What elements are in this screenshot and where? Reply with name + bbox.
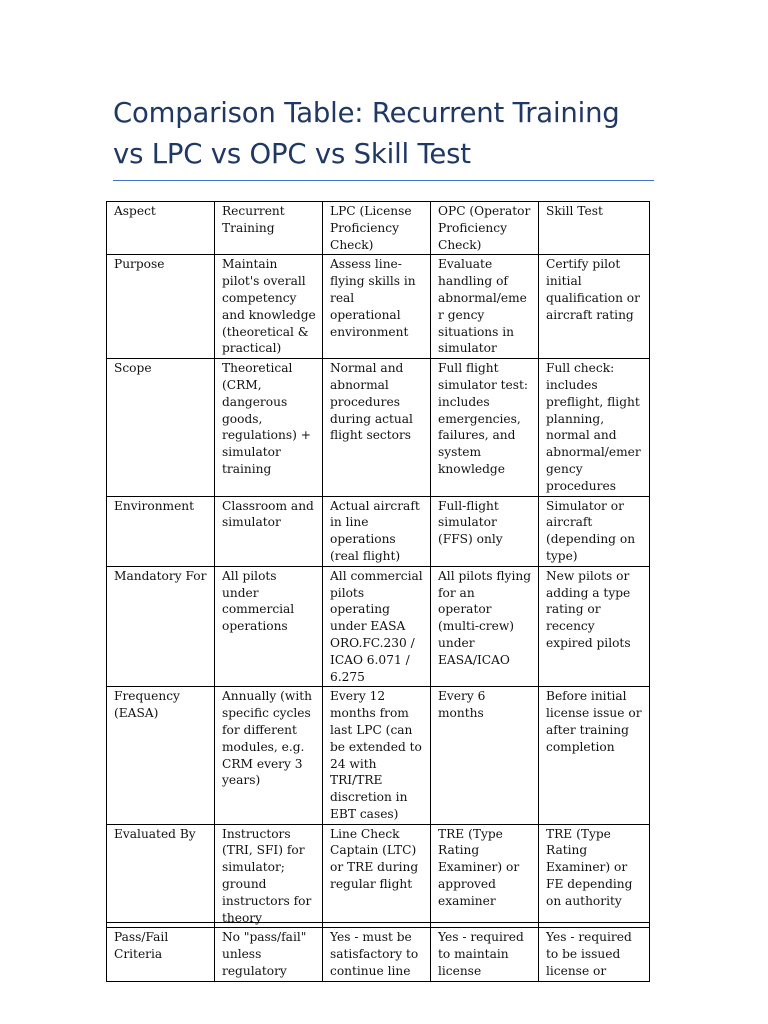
table-cell: Evaluate handling of abnormal/emer gency situations in simulator [431,255,539,359]
table-cell: Actual aircraft in line operations (real flight) [323,496,431,566]
page-title: Comparison Table: Recurrent Training vs LPC vs OPC vs Skill Test [113,97,620,170]
table-cell: Before initial license issue or after training completion [539,687,650,824]
table-cell: Scope [107,359,215,496]
table-cell: Normal and abnormal procedures during actual flight sectors [323,359,431,496]
table-row [107,255,650,359]
table-cell: Pass/Fail Criteria [107,928,215,981]
table-cell: All commercial pilots operating under EASA ORO.FC.230 / ICAO 6.071 / 6.275 [323,566,431,687]
table-cell: Annually (with specific cycles for different modules, e.g. CRM every 3 years) [215,687,323,824]
table-cell: Simulator or aircraft (depending on type) [539,496,650,566]
table-cell: Assess line-flying skills in real operational environment [323,255,431,359]
table-row [107,928,650,981]
table-row [107,566,650,687]
table-cell: Frequency (EASA) [107,687,215,824]
header-cell-recurrent-training: Recurrent Training [215,202,323,255]
table-cell: Full check: includes preflight, flight planning, normal and abnormal/emer gency procedures [539,359,650,496]
table-cell: TRE (Type Rating Examiner) or FE depending on authority [539,824,650,928]
table-row [107,496,650,566]
title-underline [113,180,654,181]
header-cell-skill-test: Skill Test [539,202,650,255]
comparison-table [106,201,650,982]
table-cell: Yes - required to be issued license or [539,928,650,981]
table-cell: Theoretical (CRM, dangerous goods, regulations) + simulator training [215,359,323,496]
table-cell: Purpose [107,255,215,359]
table-cell: New pilots or adding a type rating or recency expired pilots [539,566,650,687]
table-cell: Maintain pilot's overall competency and knowledge (theoretical & practical) [215,255,323,359]
table-cell: TRE (Type Rating Examiner) or approved examiner [431,824,539,928]
table-cell: Line Check Captain (LTC) or TRE during regular flight [323,824,431,928]
table-cell: All pilots flying for an operator (multi-crew) under EASA/ICAO [431,566,539,687]
header-cell-aspect: Aspect [107,202,215,255]
table-cell: Certify pilot initial qualification or aircraft rating [539,255,650,359]
header-cell-lpc: LPC (License Proficiency Check) [323,202,431,255]
table-cell: Yes - must be satisfactory to continue line [323,928,431,981]
comparison-table-container [106,201,649,979]
table-header-row [107,202,650,255]
table-cell: All pilots under commercial operations [215,566,323,687]
table-row [107,359,650,496]
table-cell: No "pass/fail" unless regulatory [215,928,323,981]
table-cell: Environment [107,496,215,566]
table-row [107,824,650,928]
header-cell-opc: OPC (Operator Proficiency Check) [431,202,539,255]
table-cell: Yes - required to maintain license [431,928,539,981]
table-cell: Classroom and simulator [215,496,323,566]
table-row [107,687,650,824]
table-cell: Every 6 months [431,687,539,824]
table-cell: Full-flight simulator (FFS) only [431,496,539,566]
table-cell: Full flight simulator test: includes emergencies, failures, and system knowledge [431,359,539,496]
table-cell: Every 12 months from last LPC (can be extended to 24 with TRI/TRE discretion in EBT cases) [323,687,431,824]
table-cell: Instructors (TRI, SFI) for simulator; ground instructors for theory [215,824,323,928]
table-cell: Mandatory For [107,566,215,687]
table-cell: Evaluated By [107,824,215,928]
